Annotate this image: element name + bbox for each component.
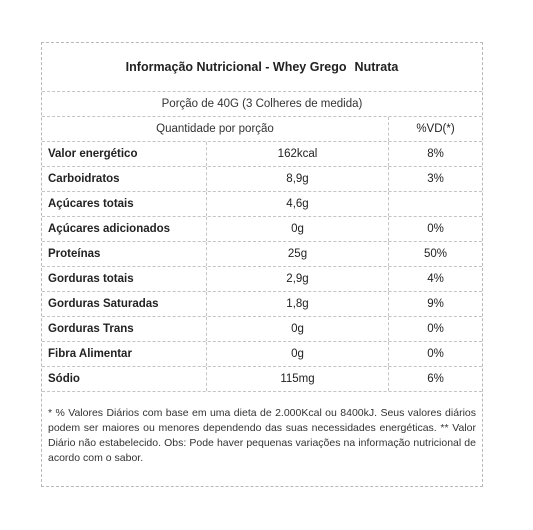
- nutrient-name: Sódio: [42, 367, 207, 391]
- nutrient-vd: 0%: [427, 223, 444, 235]
- nutrient-vd: 3%: [427, 173, 444, 185]
- nutrient-name: Açúcares totais: [42, 192, 207, 216]
- nutrient-amount: 115mg: [207, 367, 389, 391]
- table-title: [42, 43, 482, 92]
- footnote: * % Valores Diários com base em uma dieta de 2.000Kcal ou 8400kJ. Seus valores diários podem ser maiores ou menores dependendo das suas necessidades energéticas. ** Valor Diário não estabelecido. Obs: Pode haver pequenas variações na informação nutricional de acordo com o sabor.: [48, 407, 476, 464]
- nutrient-vd: 0%: [427, 348, 444, 360]
- nutrient-vd: 50%: [423, 248, 448, 260]
- nutrient-vd: 4%: [427, 273, 444, 285]
- nutrient-amount: 25g: [207, 242, 389, 266]
- nutrient-name: Gorduras Saturadas: [42, 292, 207, 316]
- nutrient-name: Açúcares adicionados: [42, 217, 207, 241]
- nutrient-amount: 0g: [207, 342, 389, 366]
- nutrient-name: Carboidratos: [42, 167, 207, 191]
- nutrient-name: Gorduras totais: [42, 267, 207, 291]
- nutrient-amount: 0g: [207, 217, 389, 241]
- nutrient-name: Gorduras Trans: [42, 317, 207, 341]
- nutrient-vd: [389, 192, 482, 216]
- nutrient-amount: 1,8g: [207, 292, 389, 316]
- nutrient-vd: 9%: [427, 298, 444, 310]
- nutrient-amount: 2,9g: [207, 267, 389, 291]
- table-row: [42, 142, 482, 167]
- portion-text: Porção de 40G (3 Colheres de medida): [161, 98, 363, 110]
- nutrient-name: Fibra Alimentar: [42, 342, 207, 366]
- nutrient-vd: 0%: [427, 323, 444, 335]
- table-row: [42, 217, 482, 242]
- brand-name: Nutrata: [354, 60, 399, 74]
- quantity-header: Quantidade por porção: [42, 117, 389, 141]
- portion-row: [42, 92, 482, 117]
- nutrient-amount: 4,6g: [207, 192, 389, 216]
- nutrient-name: Proteínas: [42, 242, 207, 266]
- nutrient-amount: 162kcal: [207, 142, 389, 166]
- table-row: [42, 192, 482, 217]
- table-row: [42, 317, 482, 342]
- vd-header: %VD(*): [416, 123, 455, 135]
- nutrition-facts-table: [41, 42, 483, 487]
- table-row: [42, 367, 482, 392]
- nutrient-vd: 8%: [427, 148, 444, 160]
- table-row: [42, 167, 482, 192]
- nutrient-amount: 8,9g: [207, 167, 389, 191]
- table-row: [42, 242, 482, 267]
- product-title: Informação Nutricional - Whey Grego: [125, 60, 347, 74]
- table-row: [42, 292, 482, 317]
- table-row: [42, 342, 482, 367]
- table-row: [42, 267, 482, 292]
- nutrient-amount: 0g: [207, 317, 389, 341]
- nutrient-name: Valor energético: [42, 142, 207, 166]
- header-row: [42, 117, 482, 142]
- nutrient-vd: 6%: [427, 373, 444, 385]
